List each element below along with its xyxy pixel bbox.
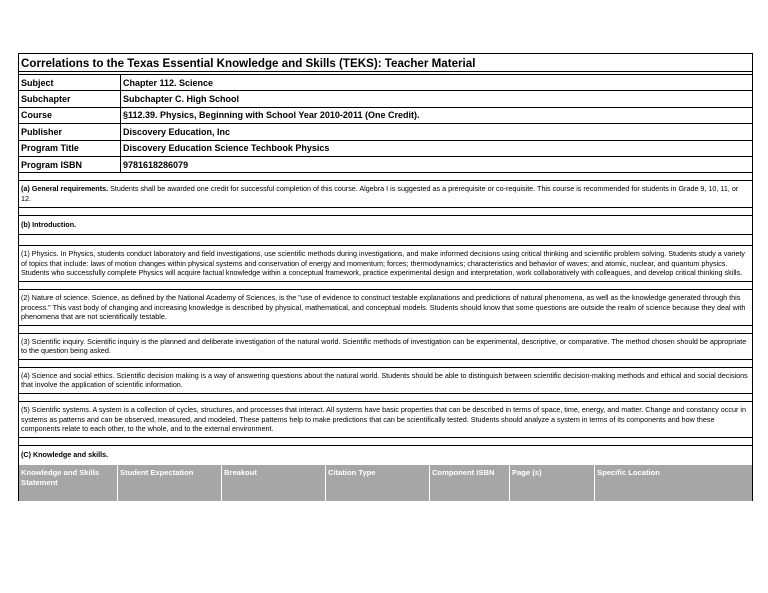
program-title-value: Discovery Education Science Techbook Physics <box>121 140 753 156</box>
col-student-expectation: Student Expectation <box>118 465 222 501</box>
spacer <box>18 326 753 333</box>
col-specific-location: Specific Location <box>595 465 753 501</box>
col-component-isbn: Component ISBN <box>430 465 510 501</box>
paragraph-physics: (1) Physics. In Physics, students conduct laboratory and field investigations, use scientific methods during investigations, and make informed decisions using critical thinking and scientific problem solving. Students study a variety of topics that include: laws of motion changes within physical systems and conservation of energy and momentum; forces; thermodynamics; characteristics and behavior of waves; and atomic, nuclear, and quantum physics. Students who successfully complete Physics will acquire factual knowledge within a conceptual framework, practice experimental design and interpretation, work collaboratively with colleagues, and develop critical thinking skills. <box>18 245 753 282</box>
subchapter-label: Subchapter <box>19 91 121 107</box>
spacer <box>18 394 753 401</box>
course-value: §112.39. Physics, Beginning with School Year 2010-2011 (One Credit). <box>121 107 753 123</box>
paragraph-nature-of-science: (2) Nature of science. Science, as defined by the National Academy of Sciences, is the "use of evidence to construct testable explanations and predictions of natural phenomena, as well as the knowledge generated through this process." This vast body of changing and increasing knowledge is described by physical, mathematical, and conceptual models. Students should know that some questions are outside the realm of science because they deal with phenomena that are not scientifically testable. <box>18 289 753 326</box>
teks-document <box>18 53 753 501</box>
col-pages: Page (s) <box>510 465 595 501</box>
correlation-table-header <box>18 465 753 501</box>
spacer <box>18 173 753 180</box>
spacer <box>18 360 753 367</box>
course-label: Course <box>19 107 121 123</box>
general-requirements <box>18 180 753 207</box>
document-title: Correlations to the Texas Essential Knowledge and Skills (TEKS): Teacher Material <box>18 54 753 72</box>
col-knowledge-skills-statement: Knowledge and Skills Statement <box>19 465 118 501</box>
program-isbn-label: Program ISBN <box>19 156 121 172</box>
subject-label: Subject <box>19 75 121 91</box>
paragraph-science-social-ethics: (4) Science and social ethics. Scientific decision making is a way of answering questions about the natural world. Students should be able to distinguish between scientific decision-making methods and ethical and social decisions that involve the application of scientific information. <box>18 367 753 394</box>
spacer <box>18 235 753 245</box>
subject-value: Chapter 112. Science <box>121 75 753 91</box>
knowledge-skills-heading: (C) Knowledge and skills. <box>18 445 753 466</box>
publisher-value: Discovery Education, Inc <box>121 124 753 140</box>
meta-row-publisher <box>19 124 753 140</box>
spacer <box>18 282 753 289</box>
general-requirements-text: Students shall be awarded one credit for successful completion of this course. Algebra I is suggested as a prerequisite or co-requisite. This course is recommended for students in Grade 9, 10, 11, or 12. <box>21 184 739 203</box>
program-title-label: Program Title <box>19 140 121 156</box>
meta-row-subject <box>19 75 753 91</box>
meta-row-program-isbn <box>19 156 753 172</box>
subchapter-value: Subchapter C. High School <box>121 91 753 107</box>
meta-row-course <box>19 107 753 123</box>
publisher-label: Publisher <box>19 124 121 140</box>
col-citation-type: Citation Type <box>326 465 430 501</box>
spacer <box>18 438 753 445</box>
paragraph-scientific-systems: (5) Scientific systems. A system is a collection of cycles, structures, and processes that interact. All systems have basic properties that can be described in terms of space, time, energy, and matter. Change and constancy occur in systems as patterns and can be observed, measured, and modeled. These patterns help to make predictions that can be scientifically tested. Students should analyze a system in terms of its components and how these components relate to each other, to the whole, and to the external environment. <box>18 401 753 438</box>
paragraph-scientific-inquiry: (3) Scientific inquiry. Scientific inquiry is the planned and deliberate investigation of the natural world. Scientific methods of investigation can be experimental, descriptive, or comparative. The method chosen should be appropriate to the question being asked. <box>18 333 753 360</box>
program-isbn-value: 9781618286079 <box>121 156 753 172</box>
introduction-heading: (b) Introduction. <box>18 215 753 236</box>
col-breakout: Breakout <box>222 465 326 501</box>
meta-row-program-title <box>19 140 753 156</box>
general-requirements-heading: (a) General requirements. <box>21 184 109 194</box>
spacer <box>18 208 753 215</box>
header-row <box>19 465 753 501</box>
meta-row-subchapter <box>19 91 753 107</box>
program-info-table <box>18 74 753 173</box>
